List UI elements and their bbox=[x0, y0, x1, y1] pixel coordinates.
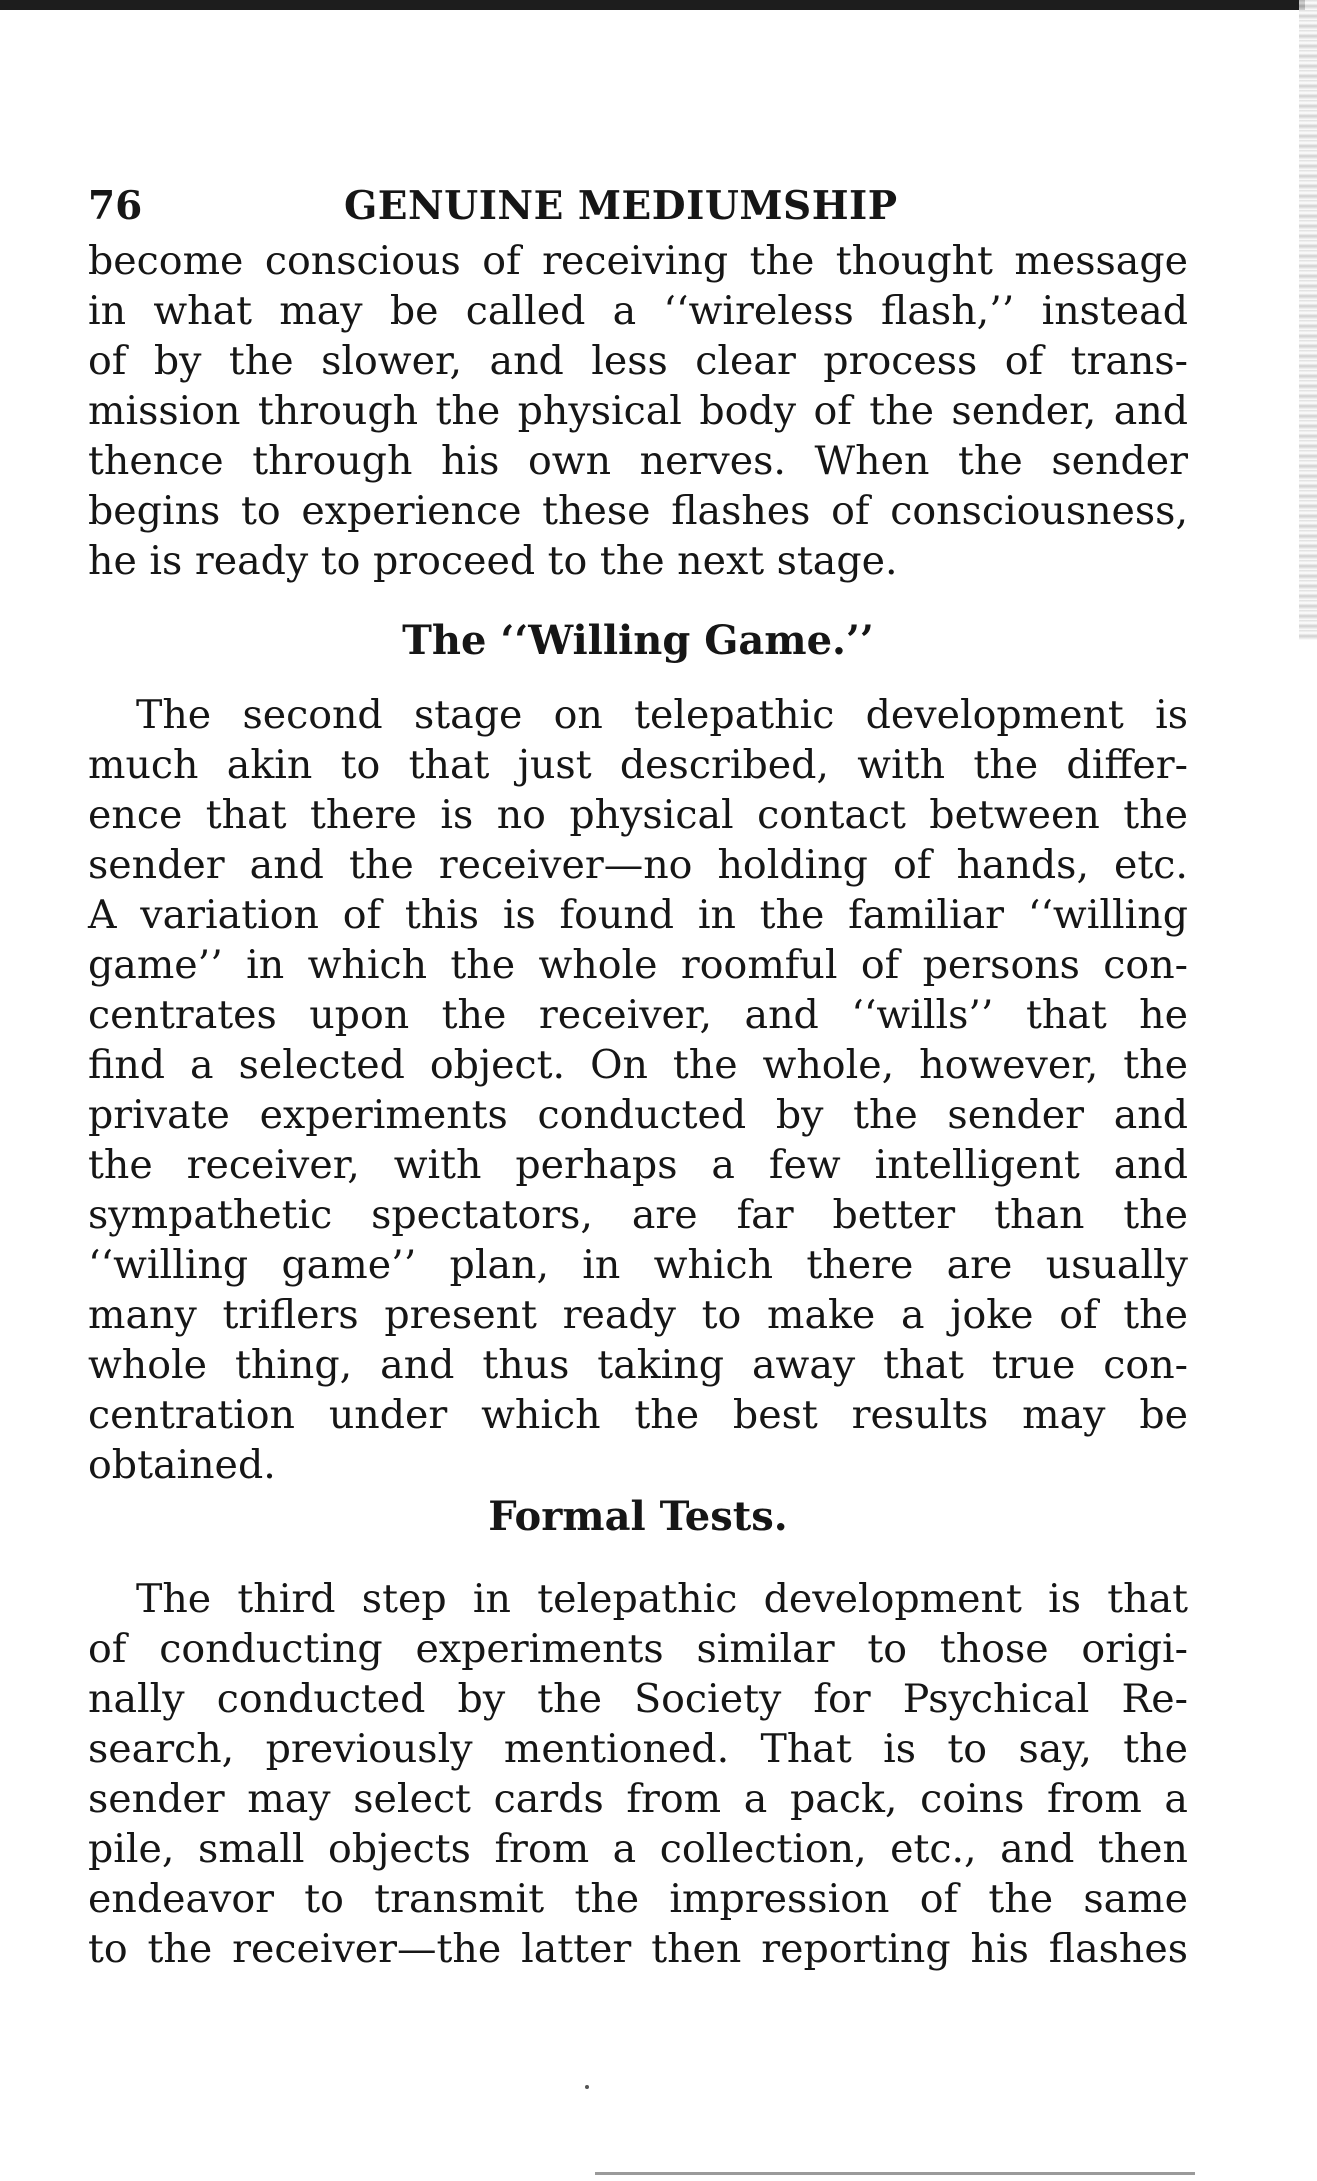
text-line: The second stage on telepathic development is bbox=[136, 692, 1188, 738]
text-line: to the receiver—the latter then reporting his flashes bbox=[88, 1926, 1188, 1972]
paragraph-willing-game bbox=[88, 690, 1188, 1490]
text-line: of by the slower, and less clear process of trans- bbox=[88, 338, 1188, 384]
text-line: A variation of this is found in the familiar ‘‘willing bbox=[88, 892, 1188, 938]
text-line: sympathetic spectators, are far better than the bbox=[88, 1192, 1188, 1238]
text-line: begins to experience these flashes of consciousness, bbox=[88, 488, 1188, 534]
text-line: many triflers present ready to make a joke of the bbox=[88, 1292, 1188, 1338]
text-line: find a selected object. On the whole, however, the bbox=[88, 1042, 1188, 1088]
text-line: he is ready to proceed to the next stage. bbox=[88, 538, 898, 584]
section-heading-formal-tests: Formal Tests. bbox=[488, 1493, 788, 1540]
running-header bbox=[88, 178, 1188, 234]
text-line: sender and the receiver—no holding of hands, etc. bbox=[88, 842, 1188, 888]
text-line: game’’ in which the whole roomful of persons con- bbox=[88, 942, 1188, 988]
paragraph-formal-tests bbox=[88, 1574, 1188, 1974]
text-line: search, previously mentioned. That is to say, the bbox=[88, 1726, 1188, 1772]
text-line: The third step in telepathic development is that bbox=[136, 1576, 1188, 1622]
text-line: centration under which the best results may be bbox=[88, 1392, 1188, 1438]
bottom-scan-mark bbox=[595, 2172, 1195, 2175]
text-line: sender may select cards from a pack, coins from a bbox=[88, 1776, 1188, 1822]
top-page-border bbox=[0, 0, 1305, 10]
page-number: 76 bbox=[88, 183, 143, 229]
text-line: the receiver, with perhaps a few intelligent and bbox=[88, 1142, 1188, 1188]
text-line: much akin to that just described, with the differ- bbox=[88, 742, 1188, 788]
paragraph-continued bbox=[88, 236, 1188, 586]
text-line: whole thing, and thus taking away that true con- bbox=[88, 1342, 1188, 1388]
text-line: obtained. bbox=[88, 1442, 276, 1488]
text-line: private experiments conducted by the sender and bbox=[88, 1092, 1188, 1138]
text-line: centrates upon the receiver, and ‘‘wills’’ that he bbox=[88, 992, 1188, 1038]
section-heading-willing-game: The ‘‘Willing Game.’’ bbox=[402, 617, 874, 664]
text-line: nally conducted by the Society for Psychical Re- bbox=[88, 1676, 1188, 1722]
text-line: endeavor to transmit the impression of the same bbox=[88, 1876, 1188, 1922]
text-line: mission through the physical body of the sender, and bbox=[88, 388, 1188, 434]
text-line: ence that there is no physical contact between the bbox=[88, 792, 1188, 838]
text-line: thence through his own nerves. When the sender bbox=[88, 438, 1188, 484]
running-title: GENUINE MEDIUMSHIP bbox=[344, 183, 898, 229]
page-edge-shadow bbox=[1299, 0, 1317, 640]
text-line: become conscious of receiving the thought message bbox=[88, 238, 1188, 284]
text-line: in what may be called a ‘‘wireless flash,’’ instead bbox=[88, 288, 1188, 334]
text-line: ‘‘willing game’’ plan, in which there are usually bbox=[88, 1242, 1188, 1288]
text-line: of conducting experiments similar to those origi- bbox=[88, 1626, 1188, 1672]
book-page bbox=[88, 178, 1188, 1974]
text-line: pile, small objects from a collection, etc., and then bbox=[88, 1826, 1188, 1872]
print-speck bbox=[585, 2085, 589, 2089]
